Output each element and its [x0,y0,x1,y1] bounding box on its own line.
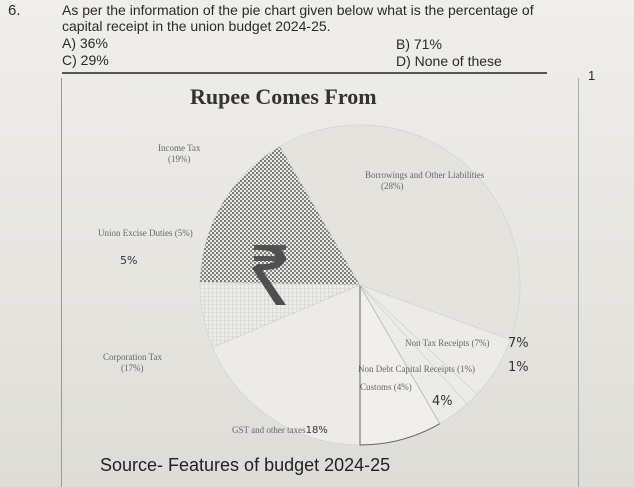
source-note: Source- Features of budget 2024-25 [100,455,391,475]
option-d: D) None of these [396,53,502,69]
annotation-non-tax: 7% [508,336,529,351]
annotation-excise: 5% [120,254,138,267]
label-non-tax-receipts: Non Tax Receipts (7%) [405,338,490,348]
label-income-tax: Income Tax (19%) [158,143,201,164]
label-customs: Customs (4%) [360,382,412,392]
question-text: As per the information of the pie chart given below what is the percentage of capital receipt in the union budget 2024-25. [62,2,534,34]
option-c: C) 29% [62,52,109,68]
annotation-non-debt: 1% [508,360,529,375]
label-union-excise-duties: Union Excise Duties (5%) [98,228,193,238]
chart-title: Rupee Comes From [190,84,377,109]
label-gst: GST and other taxes 18% [232,425,328,436]
annotation-customs: 4% [432,394,453,409]
page-number: 1 [588,68,596,83]
label-corporation-tax: Corporation Tax (17%) [103,352,162,373]
label-borrowings: Borrowings and Other Liabilities (28%) [365,170,485,191]
option-a: A) 36% [62,35,108,51]
option-b: B) 71% [396,36,442,52]
label-non-debt-capital: Non Debt Capital Receipts (1%) [358,364,475,374]
question-number: 6. [8,2,21,19]
